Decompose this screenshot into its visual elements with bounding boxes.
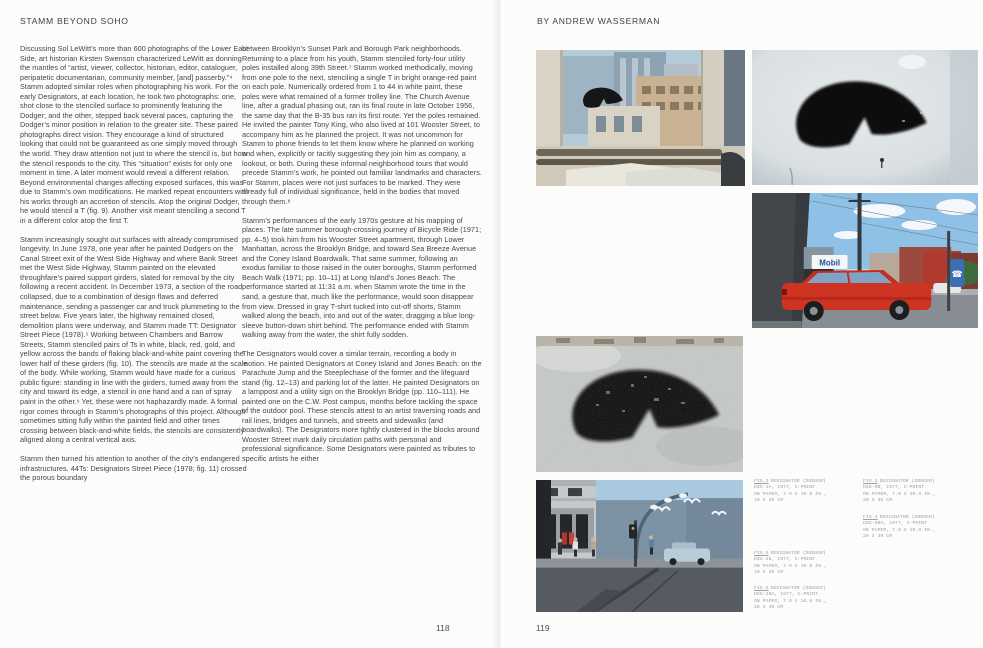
paragraph: Stamm increasingly sought out surfaces with already compromised longevity. In June 1978, one year after he painted Dodgers on the Canal Street exit of the West Side Highway and where Bank Street met the West Side Highway, Stamm painted on the elevated throughfare’s paired support girders, slated for removal by the city following a recent accident. In December 1973, a section of the road collapsed, due to a combination of design flaws and deferred maintenance, sending a passenger car and truck plummeting to the street below. Five years later, the highway remained closed, demolition plans were underway, and Stamm made TT: Designator Street Piece (1978).⁵ Working between Chambers and Barrow Streets, Stamm stenciled pairs of Ts in white, black, red, gold, and yellow across the bands of flaking black-and-white paint covering the lower half of these girders (fig. 10). The stencils are made at the scale of the body. While working, Stamm would have made for a curious public figure: standing in line with the girders, turned away from the city and toward its edge, a stencil in one hand and a can of spray paint in the other.⁶ Yet, these were not haphazardly made. A formal rigor comes through in Stamm’s photographs of this project. Although sometimes sitting fully within the painted field and other times crossing between black-and-white fields, the stencils are consistently aligned along a central vertical axis. [20, 234, 248, 445]
figure-caption-5 [754, 551, 862, 576]
figure-title: DESIGNATOR (DODGER) [879, 479, 935, 484]
page-gutter [491, 0, 509, 648]
figure-title: DESIGNATOR (DODGER) [770, 479, 826, 484]
caption-line: 20 X 30 CM [754, 569, 784, 575]
caption-line: DSG-9B, 1977, C-PRINT [863, 485, 925, 491]
caption-line: 20 X 30 CM [863, 533, 893, 539]
figure-title: DESIGNATOR (DODGER) [879, 515, 935, 520]
caption-line: ON PAPER, 7.9 X 10.8 IN., [754, 598, 827, 604]
figure-photo-wall-closeup [752, 50, 978, 185]
figure-label: FIG.2 [754, 479, 769, 484]
figure-photo-wall-large [536, 336, 743, 472]
paragraph: The Designators would cover a similar terrain, recording a body in motion. He painted Designators at Coney Island and Jones Beach: on the Parachute Jump and the Steeplechase of the former and the lifeguard stand (fig. 12–13) and parking lot of the latter. He painted Designators on a lamppost and a utility sign on the Brooklyn Bridge (pp. 110–111). He painted one on the C.W. Post campus, months before tackling the space of the outdoor pool. These stencils attest to an artist traversing roads and rail lines, bridges and tunnels, and streets and sidewalks (and boardwalks). The Designators more tightly clustered in the blocks around Wooster Street mark daily circulation paths with personal and professional significance. Some Designators were painted as tributes to specific artists he either [242, 349, 482, 464]
caption-line: ON PAPER, 7.9 X 10.8 IN., [754, 563, 827, 569]
caption-line: DSG-1A, 1977, C-PRINT [754, 485, 816, 491]
paragraph: Stamm’s performances of the early 1970s gesture at his mapping of places. The late summer borough-crossing journey of Bicycle Ride (1971; pp. 4–5) took him from his Wooster Street apartment, through Lower Manhattan, across the Brooklyn Bridge, and toward Sea Breeze Avenue and the Coney Island Boardwalk. That same summer, following an exodus familiar to those raised in the outer boroughs, Stamm performed Beach Walk (1971; pp. 10–11) at Long Island’s Jones Beach. The performance started at 11:31 a.m. when Stamm wrote the time in the sand, a gesture that, much like the performance, would soon disappear from view. Dressed in gray T-shirt tucked into cut-off shorts, Stamm walked along the beach, into and out of the water, dragging a blue long-sleeve button-down shirt behind. The performance ended with Stamm walking away from the water, the shirt fully sodden. [242, 215, 482, 340]
page-number-119: 119 [536, 623, 550, 633]
caption-line: 20 X 30 CM [863, 497, 893, 503]
caption-line: DSG-2B, 1977, C-PRINT [754, 557, 816, 563]
mobil-sign [812, 255, 848, 269]
figure-photo-window [536, 50, 745, 186]
figure-label: FIG.4 [863, 515, 878, 520]
caption-line: ON PAPER, 7.9 X 10.8 IN., [754, 491, 827, 497]
caption-line: DSG-9BA, 1977, C-PRINT [863, 521, 928, 527]
paragraph: Discussing Sol LeWitt’s more than 600 photographs of the Lower East Side, art historian Kirsten Swenson characterized LeWitt as donning the mantles of “artist, viewer, collector, historian, editor, cataloguer, peripatetic documentarian, community member, [and] passerby.”⁴ Stamm adopted similar roles when photographing his work. For the early Designators, at each location, he took two photographs: one, shot close to the stenciled surface to prominently featuring the Dodger; and the other, stepped back several paces, capturing the Dodger’s minor position in relation to the greater site. These paired photographs direct vision. They encourage a kind of structured looking that could not be guaranteed as one simply moved through the world. They draw attention not just to where the stencil is, but how the stencil responds to the city. This “situation” exists for only one moment in time. A later moment would reveal a different relation. Beyond environmental changes affecting exposed surfaces, this was due to Stamm’s own modifications. He marked repeat encounters with his works through an accretion of stencils. Atop the original Dodger, he would stencil a T (fig. 9). Another visit meant stenciling a second T in a different color atop the first T. [20, 44, 249, 225]
phone-sign-icon: ☎ [951, 268, 963, 280]
page-number-118: 118 [436, 623, 450, 633]
figure-caption-3 [863, 479, 971, 504]
figure-caption-4 [863, 515, 971, 540]
caption-line: ON PAPER, 7.9 X 10.8 IN., [863, 491, 936, 497]
figure-photo-street-red-car [752, 193, 978, 328]
paragraph: Stamm then turned his attention to another of the city’s endangered infrastructures. 44Ts: Designators Street Piece (1978; fig. 11) crossed the porous boundary [20, 454, 247, 483]
running-head-left: STAMM BEYOND SOHO [20, 16, 129, 26]
running-head-right: BY ANDREW WASSERMAN [537, 16, 661, 26]
caption-line: DSG-2BA, 1977, C-PRINT [754, 592, 819, 598]
figure-label: FIG.3 [863, 479, 878, 484]
caption-line: 20 X 30 CM [754, 604, 784, 610]
figure-title: DESIGNATOR (DODGER) [770, 586, 826, 591]
figure-caption-2 [754, 479, 862, 504]
figure-caption-6 [754, 586, 862, 611]
figure-photo-intersection [536, 480, 743, 612]
mobil-sign-text: Mobil [819, 258, 841, 268]
figure-label: FIG.5 [754, 551, 769, 556]
text-column-1 [20, 44, 249, 492]
figure-label: FIG.6 [754, 586, 769, 591]
figure-title: DESIGNATOR (DODGER) [770, 551, 826, 556]
caption-line: ON PAPER, 7.9 X 10.8 IN., [863, 527, 936, 533]
text-column-2 [242, 44, 482, 473]
paragraph: between Brooklyn’s Sunset Park and Borough Park neighborhoods. Returning to a place from his youth, Stamm stenciled forty-four utility poles installed along 39th Street.⁷ Stamm worked methodically, moving from one pole to the next, stenciling a single T in bright orange-red paint on each pole. Numerically ordered from 1 to 44 in white paint, these poles were what remained of a former trolley line. The Church Avenue line, after a gradual phasing out, ran its final route in late October 1956, the same day that the B-35 bus ran its first route. Yet the poles remained. He invited the painter Tony King, who also lived at 101 Wooster Street, to accompany him as he planned the project. It was not uncommon for Stamm to phone friends to let them know where he planned on working and when, explicitly or tacitly suggesting they join him as company, a lookout, or both. During these informal neighborhood tours that would precede Stamm’s work, he pointed out familiar landmarks and characters. For Stamm, places were not just surfaces to be marked. They were already full of individual significance, held in the bodies that moved through them.⁸ [242, 44, 482, 206]
caption-line: 20 X 30 CM [754, 497, 784, 503]
